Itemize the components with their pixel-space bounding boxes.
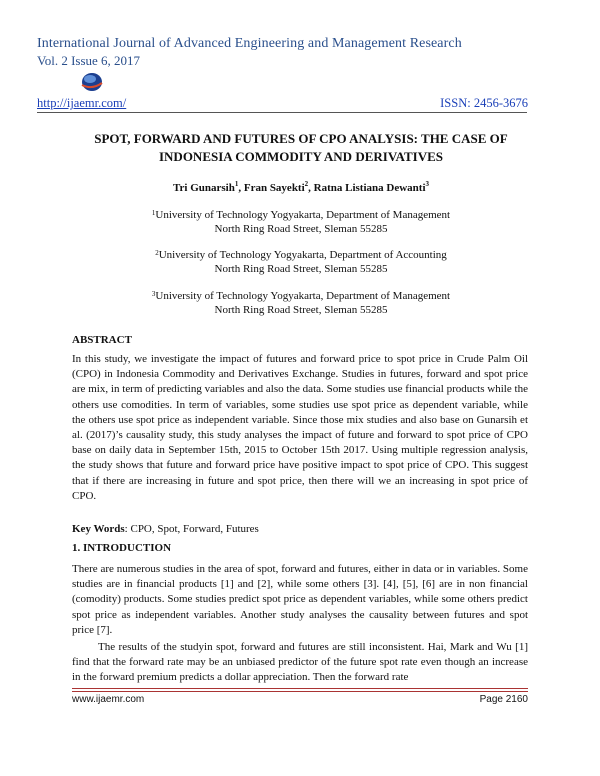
affiliation-line2: North Ring Road Street, Sleman 55285: [214, 223, 388, 235]
affiliation-line1: University of Technology Yogyakarta, Department of Management: [155, 209, 451, 221]
affiliation-line1: University of Technology Yogyakarta, Department of Management: [155, 290, 451, 302]
affiliation-sup: 3: [151, 290, 156, 298]
volume-issue: Vol. 2 Issue 6, 2017: [37, 53, 141, 68]
affiliation-sup: 2: [155, 249, 159, 257]
footer-rule: [72, 691, 528, 692]
introduction-para2: The results of the studyin spot, forward and futures are still inconsistent. Hai, Mark and Wu [1] find that the forward rate may be an unbiased predictor of the future spot rate even though an increase in the forward premium predicts a dollar appreciation. Then the forward rate: [72, 641, 528, 684]
affiliation-2: [37, 248, 565, 276]
issn-number: ISSN: 2456-3676: [440, 96, 528, 110]
footer-site: www.ijaemr.com: [72, 694, 145, 705]
introduction-heading: 1. INTRODUCTION: [72, 542, 172, 554]
author-name: Tri Gunarsih: [173, 182, 235, 194]
keywords-text: : CPO, Spot, Forward, Futures: [124, 523, 259, 535]
author-sup: 1: [234, 180, 239, 188]
affiliation-line2: North Ring Road Street, Sleman 55285: [214, 263, 388, 275]
author-name: Fran Sayekti: [243, 182, 305, 194]
author-sup: 3: [425, 180, 429, 188]
author-list: Tri Gunarsih$^1$, Fran Sayekti$^2$, Ratna Listiana Dewanti$^3$: [173, 180, 429, 194]
affiliation-line1: University of Technology Yogyakarta, Department of Accounting: [158, 249, 447, 261]
abstract-heading: ABSTRACT: [72, 334, 132, 346]
abstract-text: In this study, we investigate the impact of futures and forward price to spot price in Crude Palm Oil (CPO) in Indonesia Commodity and Derivatives Exchange. Studies in futures, forward and spot price are mix, in term of predicting variables and also the data. Some studies use financial products while the others use comodities. In term of variables, some studies use spot price as dependent variable, while the others use spot price as independent variable. Since those mix studies and also base on Gunarsih et al. (2017)’s causality study, this study analyses the impact of future and forward to spot price of CPO base on daily data in September 15th, 2015 to October 15th 2017. Using multiple regression analysis, the study shows that future and forward price have positive impact to spot price of CPO. This suggest that if there are increasing in future and spot price, then there will we an increasing in spot price of CPO.: [72, 353, 528, 502]
paper-title-line2: INDONESIA COMMODITY AND DERIVATIVES: [158, 149, 443, 164]
affiliation-sup: 1: [151, 209, 156, 217]
journal-name: International Journal of Advanced Engineering and Management Research: [37, 36, 462, 51]
header-divider: [37, 112, 527, 113]
globe-icon: [80, 72, 104, 92]
affiliation-line2: North Ring Road Street, Sleman 55285: [214, 304, 388, 316]
affiliation-3: [37, 289, 565, 317]
keywords: [72, 523, 259, 535]
author-name: Ratna Listiana Dewanti: [313, 182, 426, 194]
paper-title-line1: SPOT, FORWARD AND FUTURES OF CPO ANALYSIS: THE CASE OF: [94, 131, 508, 146]
affiliation-1: [37, 208, 565, 236]
introduction-para1: There are numerous studies in the area of spot, forward and futures, either in data or in variables. Some studies are in financial products [1] and [2], while some others [3]. [4], [5], [6] are in non financial (comodity) products. Some studies predict spot price as dependent variables, while some others predict spot price as independent variables. Another study analyses the causality between futures and spot price [7].: [72, 563, 528, 636]
author-sup: 2: [304, 180, 309, 188]
footer-rule: [72, 688, 528, 689]
footer-page-number: Page 2160: [479, 694, 528, 705]
journal-url-link[interactable]: http://ijaemr.com/: [37, 96, 127, 110]
keywords-label: Key Words: [72, 523, 125, 535]
